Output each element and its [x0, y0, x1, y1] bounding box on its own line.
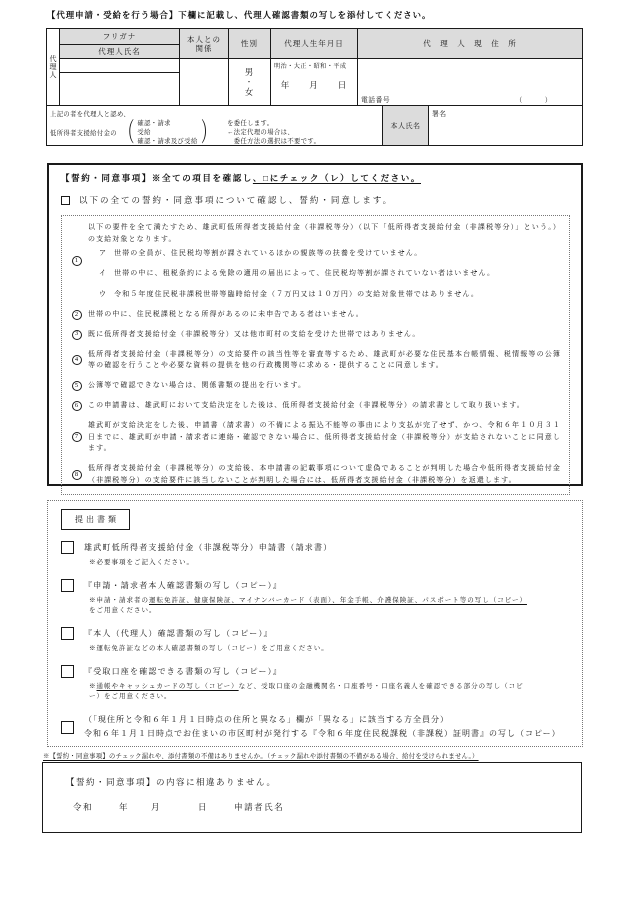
pledge-item-number: 1	[72, 256, 82, 266]
document-note: ※通帳やキャッシュカードの写し（コピー）など、受取口座の金融機関名・口座番号・口座名義人を確認できる部分の写し（コピー）をご用意ください。	[89, 683, 524, 700]
pledge-item-4	[65, 349, 561, 373]
pledge-master-row	[61, 194, 570, 206]
applicant-name-label: 申請者氏名	[234, 802, 285, 812]
pledge-item-5	[65, 380, 561, 392]
document-checkbox-4[interactable]	[61, 665, 74, 678]
open-paren-glyph: （	[119, 117, 135, 145]
pledge-item-number: 2	[72, 310, 82, 320]
pledge-master-checkbox[interactable]	[61, 196, 70, 205]
delegation-notes	[227, 119, 320, 145]
pledge-item-text: この申請書は、雄武町において支給決定をした後は、低所得者支援給付金（非課税等分）の請求書として取り扱います。	[88, 400, 525, 409]
signature-label: 署名	[432, 111, 447, 118]
document-title: 『申請・請求者本人確認書類の写し（コピー）』	[84, 581, 283, 590]
pledge-item-text: 公簿等で確認できない場合は、関係書類の提出を行います。	[88, 381, 307, 390]
delegation-suffix-2: ←法定代理の場合は、	[227, 129, 295, 136]
pledge-item-8	[65, 463, 561, 487]
document-title: 『受取口座を確認できる書類の写し（コピー）』	[84, 667, 283, 676]
delegation-prefix: 低所得者支援給付金の	[50, 130, 117, 137]
document-note: ※必要事項をご記入ください。	[89, 559, 194, 566]
pledge-section	[47, 163, 583, 486]
pledge-master-label: 以下の全ての誓約・同意事項について確認し、誓約・同意します。	[79, 195, 394, 205]
date-year-label[interactable]: 年	[119, 802, 130, 812]
document-checkbox-5[interactable]	[61, 721, 74, 734]
document-note: ※運転免許証などの本人確認書類の写し（コピー）をご用意ください。	[89, 645, 329, 652]
pledge-item-2	[65, 309, 561, 321]
pledge-item-6	[65, 400, 561, 412]
delegation-option-1[interactable]: 確認・請求	[137, 120, 171, 127]
documents-section	[47, 500, 583, 747]
pledge-item-number: 4	[72, 355, 82, 365]
phone-parens[interactable]: （ ）	[515, 97, 552, 104]
document-note: ※申請・請求者の運転免許証、健康保険証、マイナンバーカード（表面）、年金手帳、介護保険証、パスポート等の写し（コピー）をご用意ください。	[89, 597, 527, 614]
pledge-subitem-i: イ 世帯の中に、租税条約による免除の適用の届出によって、住民税均等割が課されていない者はいません。	[99, 269, 496, 278]
document-item-4	[61, 665, 572, 678]
document-item-2	[61, 579, 572, 592]
pledge-item-text: 低所得者支援給付金（非課税等分）の支給要件の該当性等を審査等するため、雄武町が必要な住民基本台帳情報、税情報等の公簿等の確認を行うことや必要な資料の提供を他の行政機関等に求める・提供することに同意します。	[88, 349, 561, 370]
pledge-item-3	[65, 329, 561, 341]
document-title: 雄武町低所得者支援給付金（非課税等分）申請書（請求書）	[84, 543, 333, 552]
sex-option-female[interactable]: 女	[244, 87, 255, 97]
birth-era-options[interactable]: 明治・大正・昭和・平成	[274, 63, 347, 70]
agent-name-header: 代理人氏名	[60, 45, 180, 59]
pledge-item-1	[65, 222, 561, 301]
relation-input[interactable]	[180, 59, 229, 106]
pledge-item-number: 3	[72, 330, 82, 340]
pledge-item-number: 8	[72, 470, 82, 480]
birth-ymd-label: 年 月 日	[280, 80, 348, 90]
signature-section	[42, 762, 582, 833]
furigana-input[interactable]	[60, 59, 180, 73]
document-item-1	[61, 541, 572, 554]
delegation-statement	[47, 106, 383, 145]
date-day-label[interactable]: 日	[198, 802, 209, 812]
pledge-subitem-a: ア 世帯の全員が、住民税均等割が課されているほかの親族等の扶養を受けていません。	[99, 248, 423, 257]
birthdate-header: 代理人生年月日	[271, 29, 358, 59]
sex-option-separator: ・	[245, 78, 254, 86]
document-checkbox-2[interactable]	[61, 579, 74, 592]
pledge-confirm-statement: 【誓約・同意事項】の内容に相違ありません。	[66, 777, 277, 787]
pledge-item-text: 低所得者支援給付金（非課税等分）の支給後、本申請書の記載事項について虚偽であることが判明した場合や低所得者支援給付金（非課税等分）の支給要件に該当しないことが判明した場合には、低所得者支援給付金（非課税等分）を返還します。	[88, 464, 561, 484]
proxy-section-title: 【代理申請・受給を行う場合】下欄に記載し、代理人確認書類の写しを添付してください。	[47, 11, 432, 20]
document-checkbox-1[interactable]	[61, 541, 74, 554]
document-title: 『本人（代理人）確認書類の写し（コピー）』	[84, 629, 273, 638]
pledge-item-text: 既に低所得者支援給付金（非課税等分）又は他市町村の支給を受けた世帯ではありません。	[88, 329, 421, 338]
close-paren-glyph: ）	[200, 117, 216, 145]
delegation-suffix-1: を委任します。	[227, 120, 274, 127]
delegation-line1: 上記の者を代理人と認め、	[50, 111, 131, 118]
delegation-options	[137, 119, 197, 145]
sex-header: 性別	[229, 29, 271, 59]
delegation-suffix-3: 委任方法の選択は不要です。	[227, 138, 321, 145]
sex-options[interactable]	[229, 59, 271, 106]
pledge-item-number: 5	[72, 381, 82, 391]
date-month-label[interactable]: 月	[151, 802, 162, 812]
delegation-option-3[interactable]: 確認・請求及び受給	[137, 138, 198, 145]
pledge-item-text: 雄武町が支給決定をした後、申請書（請求書）の不備による振込不能等の事由により支払が完了せず、かつ、令和６年１０月３１日までに、雄武町が申請・請求者に連絡・確認できない場合に、低所得者支援給付金（非課税等分）が支給されないことに同意します。	[88, 420, 561, 453]
pledge-item-text: 以下の要件を全て満たすため、雄武町低所得者支援給付金（非課税等分）（以下「低所得者支援給付金（非課税等分）」という。）の支給対象となります。 ア 世帯の全員が、住民税均等割が課されているほかの親族等の扶養を受けていません。 イ 世帯の中に、租税条約による免除の適用の届出によって、住民税均等割が課されていない者はいません。 ウ 令和５年度住民税非課税世帯等臨時給付金（７万円又は１０万円）の支給対象世帯ではありません。	[88, 222, 561, 301]
sex-option-male[interactable]: 男	[244, 67, 255, 77]
document-item-3	[61, 627, 572, 640]
proxy-agent-rowlabel: 代理人	[47, 29, 60, 106]
document-item-5	[61, 713, 572, 741]
date-era-label: 令和	[73, 802, 94, 812]
pledge-subitem-u: ウ 令和５年度住民税非課税世帯等臨時給付金（７万円又は１０万円）の支給対象世帯ではありません。	[99, 290, 480, 299]
principal-name-header: 本人氏名	[383, 106, 429, 145]
phone-label: 電話番号	[361, 97, 391, 104]
delegation-option-2[interactable]: 受給	[137, 129, 151, 136]
document-title: （「現住所と令和６年１月１日時点の住所と異なる」欄が「異なる」に該当する方全員分） 令和６年１月１日時点でお住まいの市区町村が発行する『令和６年度住民税課税（非課税）証明書』の写し（コピー）	[84, 715, 561, 738]
documents-heading: 提出書類	[61, 509, 130, 530]
pledge-item-number: 6	[72, 401, 82, 411]
pledge-item-7	[65, 420, 561, 455]
footer-warning: ※【誓約・同意事項】のチェック漏れや、添付書類の不備はありませんか。（チェック漏れや添付書類の不備がある場合、給付を受けられません。）	[43, 753, 479, 760]
birthdate-input[interactable]	[271, 59, 358, 106]
furigana-header: フリガナ	[60, 29, 180, 45]
document-checkbox-3[interactable]	[61, 627, 74, 640]
phone-row	[358, 94, 582, 105]
agent-name-input[interactable]	[60, 73, 180, 106]
address-input[interactable]	[358, 59, 582, 106]
pledge-items-box	[61, 215, 570, 495]
pledge-item-number: 7	[72, 432, 82, 442]
delegation-row	[50, 119, 380, 145]
pledge-item-text: 世帯の中に、住民税課税となる所得があるのに未申告である者はいません。	[88, 309, 364, 318]
proxy-table	[46, 28, 583, 146]
address-header: 代 理 人 現 住 所	[358, 29, 582, 59]
principal-signature-input[interactable]	[429, 106, 582, 145]
pledge-heading: 【誓約・同意事項】※全ての項目を確認し、□にチェック（レ）してください。	[61, 173, 421, 183]
date-signature-row	[66, 801, 581, 813]
relation-header: 本人との 関係	[180, 29, 229, 59]
